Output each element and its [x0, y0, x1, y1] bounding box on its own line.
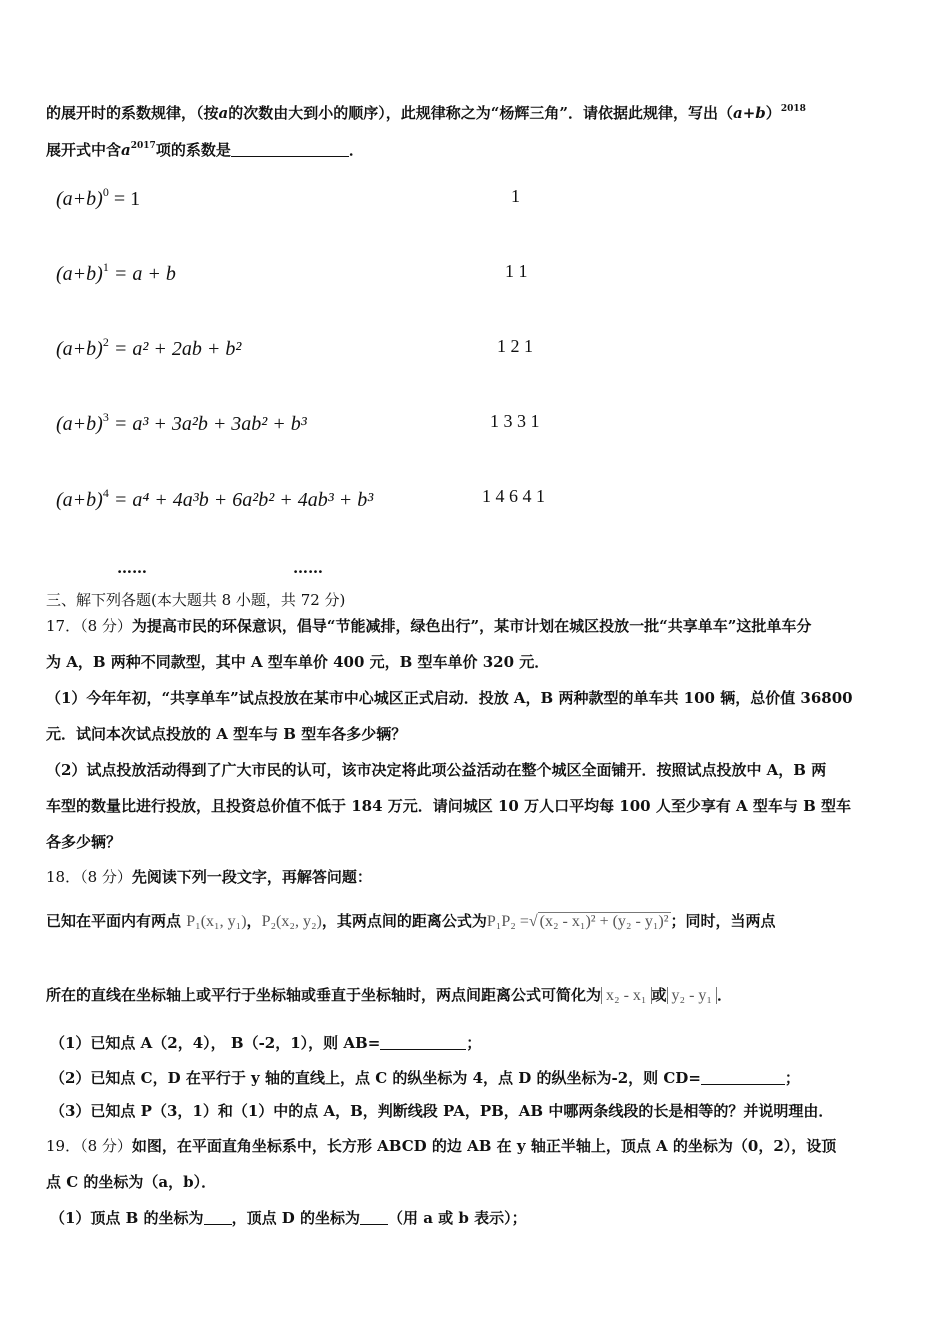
- question-text: 为提高市民的环保意识，倡导“节能减排，绿色出行”，某市计划在城区投放一批“共享单车”这批单车分: [131, 617, 812, 635]
- question-text: ；同时，当两点: [670, 912, 776, 930]
- formula-row-4: [56, 486, 374, 512]
- answer-blank[interactable]: [231, 142, 349, 157]
- formula-lhs: (a+b): [56, 263, 103, 285]
- formula-rhs: = a⁴ + 4a³b + 6a²b² + 4ab³ + b³: [113, 489, 374, 511]
- question-number: 17．（8 分）: [46, 617, 132, 635]
- triangle-row-0: 1: [511, 186, 520, 206]
- formula-row-2: [56, 335, 242, 361]
- formula-row-1: [56, 260, 176, 286]
- question-text: 先阅读下列一段文字，再解答问题：: [131, 868, 372, 886]
- triangle-row-1: 1 1: [505, 261, 528, 281]
- intro-line-1: [46, 103, 806, 123]
- answer-blank-b[interactable]: [204, 1210, 232, 1225]
- q17-line-2: 为 A，B 两种不同款型，其中 A 型车单价 400 元，B 型车单价 320 元．: [46, 653, 550, 671]
- exponent-2018: 2018: [780, 104, 806, 114]
- q17-line-1: [46, 616, 811, 636]
- var-a: a: [121, 141, 131, 159]
- question-text: （1）已知点 A（2，4）， B（-2，1），则 AB=: [50, 1034, 381, 1052]
- q17-line-7: 各多少辆？: [46, 833, 122, 851]
- answer-blank-d[interactable]: [360, 1210, 388, 1225]
- q19-line-1: [46, 1136, 836, 1156]
- formula-row-3: [56, 410, 307, 436]
- question-text: ，顶点 D 的坐标为: [231, 1209, 361, 1227]
- question-text: ；: [466, 1034, 482, 1052]
- formula-power: 2: [102, 335, 109, 349]
- formula-power: 3: [102, 410, 109, 424]
- q17-line-6: 车型的数量比进行投放，且投资总价值不低于 184 万元．请问城区 10 万人口平均每 100 人至少享有 A 型车与 B 型车: [46, 797, 852, 815]
- formula-rhs: = a + b: [113, 263, 176, 285]
- formula-row-0: [56, 185, 141, 211]
- ellipsis-right: ……: [293, 559, 323, 577]
- formula-lhs: (a+b): [56, 338, 103, 360]
- triangle-row-2: 1 2 1: [497, 336, 533, 356]
- formula-lhs: (a+b): [56, 489, 103, 511]
- formula-rhs: = a² + 2ab + b²: [113, 338, 242, 360]
- question-text: ，其两点间的距离公式为: [321, 912, 487, 930]
- q18-line-3: [46, 985, 732, 1006]
- q17-line-3: （1）今年年初，“共享单车”试点投放在某市中心城区正式启动．投放 A，B 两种款型的单车共 100 辆，总价值 36800: [46, 689, 853, 707]
- question-text: 如图，在平面直角坐标系中，长方形 ABCD 的边 AB 在 y 轴正半轴上，顶点 A 的坐标为（0，2），设顶: [131, 1137, 837, 1155]
- distance-formula-lhs: P₁P₂ =: [486, 913, 529, 930]
- formula-rhs: = 1: [113, 188, 141, 210]
- intro-text: 展开式中含: [46, 141, 122, 159]
- abs-y-diff: y₂ - y₁: [667, 987, 717, 1004]
- question-text: 所在的直线在坐标轴上或平行于坐标轴或垂直于坐标轴时，两点间距离公式可简化为: [46, 986, 602, 1004]
- formula-power: 1: [102, 260, 109, 274]
- q19-part-1: [50, 1208, 527, 1228]
- abs-x-diff: x₂ - x₁: [601, 987, 651, 1004]
- expr-a-plus-b: a+b: [733, 104, 766, 122]
- formula-power: 0: [102, 185, 109, 199]
- distance-formula-radicand: (x₂ - x₁)² + (y₂ - y₁)²: [539, 913, 669, 930]
- intro-text: 项的系数是: [155, 141, 231, 159]
- intro-line-2: [46, 140, 364, 160]
- question-number: 18．（8 分）: [46, 868, 132, 886]
- answer-blank-ab[interactable]: [380, 1035, 466, 1050]
- question-text: 已知在平面内有两点: [46, 912, 182, 930]
- var-a: a: [218, 104, 229, 122]
- answer-blank-cd[interactable]: [701, 1070, 785, 1085]
- question-text: （1）顶点 B 的坐标为: [50, 1209, 204, 1227]
- triangle-row-3: 1 3 3 1: [490, 411, 540, 431]
- q19-line-2: 点 C 的坐标为（a，b）．: [46, 1173, 217, 1191]
- section-title: 三、解下列各题(本大题共 8 小题，共 72 分): [46, 591, 346, 609]
- question-text: ．: [717, 986, 733, 1004]
- q18-line-2: 已知在平面内有两点 P₁(x₁, y₁)，P₂(x₂, y₂)，其两点间的距离公式为P₁P₂ =√ (x₂ - x₁)² + (y₂ - y₁)² ；同时，当两点: [46, 912, 776, 930]
- formula-rhs: = a³ + 3a²b + 3ab² + b³: [113, 413, 307, 435]
- triangle-row-4: 1 4 6 4 1: [482, 486, 545, 506]
- q17-line-4: 元．试问本次试点投放的 A 型车与 B 型车各多少辆？: [46, 725, 407, 743]
- question-text: （2）已知点 C，D 在平行于 y 轴的直线上，点 C 的纵坐标为 4，点 D 的纵坐标为-2，则 CD=: [50, 1069, 701, 1087]
- separator: ，: [246, 912, 262, 930]
- formula-lhs: (a+b): [56, 188, 103, 210]
- q17-line-5: （2）试点投放活动得到了广大市民的认可，该市决定将此项公益活动在整个城区全面铺开．按照试点投放中 A，B 两: [46, 761, 827, 779]
- question-text: 或: [651, 986, 667, 1004]
- intro-text: 的次数由大到小的顺序），此规律称之为“杨辉三角”．请依据此规律，写出（: [228, 104, 734, 122]
- intro-text: 的展开时的系数规律，（按: [46, 104, 219, 122]
- formula-power: 4: [102, 486, 109, 500]
- q18-part-3: （3）已知点 P（3，1）和（1）中的点 A，B，判断线段 PA，PB，AB 中哪两条线段的长是相等的？并说明理由．: [50, 1102, 834, 1120]
- question-number: 19．（8 分）: [46, 1137, 132, 1155]
- formula-lhs: (a+b): [56, 413, 103, 435]
- point-p2: P₂(x₂, y₂): [261, 913, 322, 930]
- q18-part-1: [50, 1033, 481, 1053]
- exponent-2017: 2017: [130, 141, 156, 151]
- question-text: ；: [784, 1069, 800, 1087]
- intro-text: ）: [765, 104, 781, 122]
- ellipsis-left: ……: [117, 559, 147, 577]
- question-text: （用 a 或 b 表示）；: [388, 1209, 527, 1227]
- q18-line-1: [46, 867, 372, 887]
- intro-text: ．: [348, 141, 364, 159]
- q18-part-2: [50, 1068, 800, 1088]
- point-p1: P₁(x₁, y₁): [186, 913, 247, 930]
